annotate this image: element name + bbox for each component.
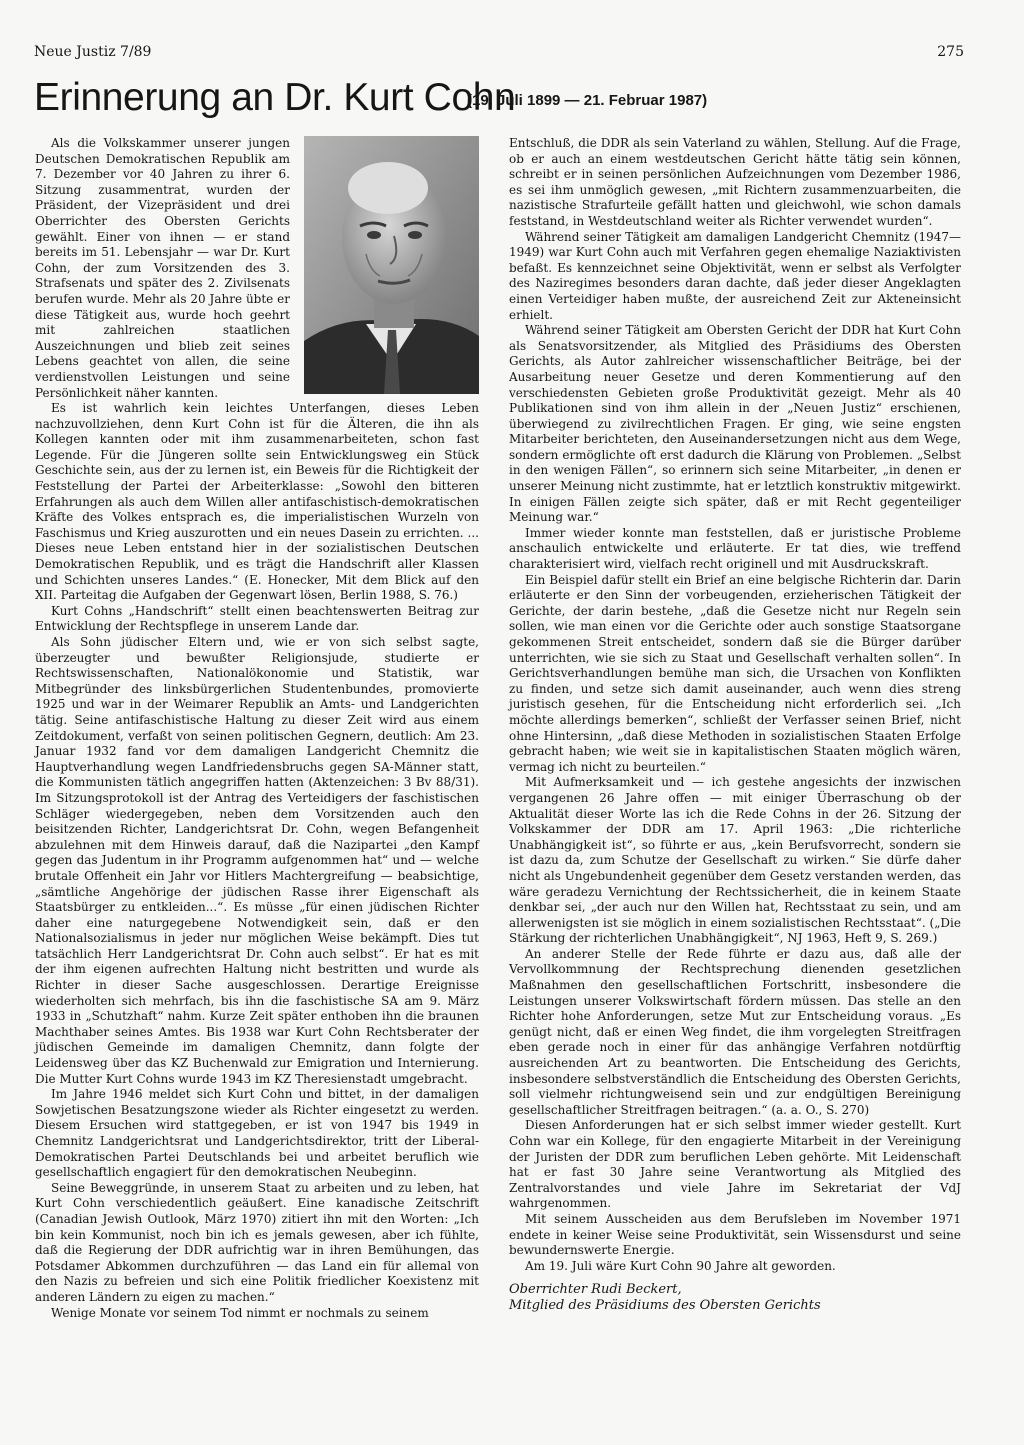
article-heading bbox=[34, 76, 994, 120]
paragraph: Während seiner Tätigkeit am Obersten Gericht der DDR hat Kurt Cohn als Senatsvorsitzender, als Mitglied des Präsidiums des Obersten Gerichts, als Autor zahlreicher wissenschaftlicher Beiträge, bei der Ausarbeitung neuer Gesetze und deren Kommentierung auf den verschiedensten Gebieten große Produktivität gezeigt. Mehr als 40 Publikationen sind von ihm allein in der „Neuen Justiz“ erschienen, überwiegend zu zivilrechtlichen Fragen. Er ging, wie seine engsten Mitarbeiter berichteten, den Auseinandersetzungen nicht aus dem Wege, sondern ermöglichte oft erst dadurch die Klärung von Problemen. „Selbst in den wenigen Fällen“, so erinnern sich seine Mitarbeiter, „in denen er unserer Meinung nicht zustimmte, hat er letztlich konstruktiv mitgewirkt. In einigen Fällen zeigte sich später, daß er mit Recht gegenteiliger Meinung war.“ bbox=[509, 323, 961, 525]
paragraph: Seine Beweggründe, in unserem Staat zu arbeiten und zu leben, hat Kurt Cohn verschiedentlich geäußert. Eine kanadische Zeitschrift (Canadian Jewish Outlook, März 1970) zitiert ihn mit den Worten: „Ich bin kein Kommunist, noch bin ich es jemals gewesen, aber ich fühlte, daß die Regierung der DDR aufrichtig war in ihren Bemühungen, das Potsdamer Abkommen durchzuführen — das Land ein für allemal von den Nazis zu befreien und sich eine Politik friedlicher Koexistenz mit anderen Ländern zu eigen zu machen.“ bbox=[35, 1180, 479, 1304]
paragraph: Wenige Monate vor seinem Tod nimmt er nochmals zu seinem bbox=[51, 1305, 429, 1320]
running-head bbox=[34, 44, 964, 60]
author-signature bbox=[509, 1282, 961, 1314]
paragraph: Als die Volkskammer unserer jungen Deutschen Demokratischen Republik am 7. Dezember vor 40 Jahren zu ihrer 6. Sitzung zusammentrat, wurden der Präsident, der Vizepräsident und drei Oberrichter des Obersten Gerichts gewählt. Einer von ihnen — er stand bereits im 51. Lebensjahr — war Dr. Kurt Cohn, der zum Vorsitzenden des 3. Strafsenats und später des 2. Zivilsenats berufen wurde. Mehr als 20 Jahre übte er diese Tätigkeit aus, wurde hoch geehrt mit zahlreichen staatlichen Auszeichnungen und blieb zeit seines Lebens geachtet von allen, die seine verdienstvollen Leistungen und seine Persönlichkeit näher kannten. bbox=[35, 136, 290, 400]
left-column bbox=[35, 136, 479, 1381]
paragraph: Ein Beispiel dafür stellt ein Brief an eine belgische Richterin dar. Darin erläuterte er den Sinn der vorbeugenden, erzieherischen Tätigkeit der Gerichte, der darin bestehe, „daß die Gesetze nicht nur Regeln sein sollen, wie man einen vor die Gerichte oder auch sonstige Staatsorgane gekommenen Streit entscheidet, sondern daß sie die Bürger darüber unterrichten, wie sie sich zu Staat und Gesellschaft verhalten sollen“. In Gerichtsverhandlungen bemühe man sich, die Ursachen von Konflikten zu finden, und setze sich damit auseinander, auch wenn dies streng juristisch gesehen, für die Entscheidung nicht erforderlich sei. „Ich möchte allerdings bemerken“, schließt der Verfasser seinen Brief, nicht ohne Hintersinn, „daß diese Methoden in sozialistischen Staaten Erfolge gebracht haben; wie weit sie in kapitalistischen Staaten möglich wären, vermag ich nicht zu beurteilen.“ bbox=[509, 572, 961, 774]
portrait-image bbox=[304, 136, 479, 394]
paragraph: Es ist wahrlich kein leichtes Unterfangen, dieses Leben nachzuvollziehen, denn Kurt Cohn ist für die Älteren, die ihn als Kollegen kannten oder mit ihm zusammenarbeiteten, schon fast Legende. Für die Jüngeren sollte sein Entwicklungsweg ein Stück Geschichte sein, aus der zu lernen ist, ein Beweis für die Richtigkeit der Feststellung der Partei der Arbeiterklasse: „Sowohl den bitteren Erfahrungen als auch dem Willen aller antifaschistisch-demokratischen Kräfte des Volkes entsprach es, die imperialistischen Wurzeln von Faschismus und Krieg auszurotten und ein neues Dasein zu errichten. ... Dieses neue Leben entstand hier in der sozialistischen Deutschen Demokratischen Republik, und es trägt die Handschrift aller Klassen und Schichten unseres Landes.“ (E. Honecker, Mit dem Blick auf den XII. Parteitag die Aufgaben der Gegenwart lösen, Berlin 1988, S. 76.) bbox=[35, 401, 479, 603]
portrait-photo bbox=[304, 136, 479, 394]
author-name: Oberrichter Rudi Beckert, bbox=[509, 1282, 682, 1298]
life-dates: (19. Juli 1899 — 21. Februar 1987) bbox=[467, 92, 708, 109]
paragraph: Mit seinem Ausscheiden aus dem Berufsleben im November 1971 endete in keiner Weise seine Produktivität, sein Wissensdurst und seine bewundernswerte Energie. bbox=[509, 1211, 961, 1258]
paragraph: An anderer Stelle der Rede führte er dazu aus, daß alle der Vervollkommnung der Rechtsprechung dienenden gesetzlichen Maßnahmen den gesellschaftlichen Fortschritt, insbesondere die Leistungen unserer Volkswirtschaft fördern müssen. Das stelle an den Richter hohe Anforderungen, setze Mut zur Entscheidung voraus. „Es genügt nicht, daß er einen Weg findet, die ihm vorgelegten Streitfragen eben gerade noch in einer für das anhängige Verfahren notdürftig ausreichenden Art zu beantworten. Die Entscheidung des Gerichts, insbesondere selbstverständlich die Entscheidung des Obersten Gerichts, soll vielmehr richtungweisend sein und zur endgültigen Bereinigung gesellschaftlicher Streitfragen beitragen.“ (a. a. O., S. 270) bbox=[509, 946, 961, 1117]
paragraph: Als Sohn jüdischer Eltern und, wie er von sich selbst sagte, überzeugter und bewußter Religionsjude, studierte er Rechtswissenschaften, Nationalökonomie und Statistik, war Mitbegründer des linksbürgerlichen Studentenbundes, promovierte 1925 und war in der Weimarer Republik an Amts- und Landgerichten tätig. Seine antifaschistische Haltung zu dieser Zeit wird aus einem Zeitdokument, verfaßt von seinen politischen Gegnern, deutlich: Am 23. Januar 1932 fand vor dem damaligen Landgericht Chemnitz die Hauptverhandlung wegen Landfriedensbruchs gegen SA-Männer statt, die Kommunisten tätlich angegriffen hatten (Aktenzeichen: 3 Bv 88/31). Im Sitzungsprotokoll ist der Antrag des Verteidigers der faschistischen Schläger wiedergegeben, neben dem Vorsitzenden auch den beisitzenden Richter, Landgerichtsrat Dr. Cohn, wegen Befangenheit abzulehnen mit dem Hinweis darauf, daß die Nazipartei „den Kampf gegen das Judentum in ihr Programm aufgenommen hat“ und — welche brutale Offenheit ein Jahr vor Hitlers Machtergreifung — beabsichtige, „sämtliche Angehörige der jüdischen Rasse ihrer Eigenschaft als Staatsbürger zu entkleiden...“. Es müsse „für einen jüdischen Richter daher eine naturgegebene Notwendigkeit sein, daß er den Nationalsozialismus in jeder nur möglichen Weise bekämpft. Dies tut tatsächlich Herr Landgerichtsrat Dr. Cohn auch selbst“. Er hat es mit der ihm eigenen aufrechten Haltung nicht bestritten und wurde als Richter in dieser Sache ausgeschlossen. Derartige Ereignisse wiederholten sich mehrfach, bis ihn die faschistische SA am 9. März 1933 in „Schutzhaft“ nahm. Kurze Zeit später enthoben ihn die braunen Machthaber seines Amtes. Bis 1938 war Kurt Cohn Rechtsberater der jüdischen Gemeinde im damaligen Chemnitz, dann folgte der Leidensweg über das KZ Buchenwald zur Emigration und Internierung. Die Mutter Kurt Cohns wurde 1943 im KZ Theresienstadt umgebracht. bbox=[35, 635, 479, 1086]
paragraph: Entschluß, die DDR als sein Vaterland zu wählen, Stellung. Auf die Frage, ob er auch an einem westdeutschen Gericht hätte tätig sein können, schreibt er in seinen persönlichen Aufzeichnungen vom Dezember 1986, es sei ihm unmöglich gewesen, „mit Richtern zusammenzuarbeiten, die nazistische Strafurteile gefällt hatten und gleichwohl, wie schon damals feststand, in Westdeutschland weiter als Richter verwendet wurden“. bbox=[509, 136, 961, 228]
author-role: Mitglied des Präsidiums des Obersten Gerichts bbox=[509, 1298, 821, 1314]
paragraph: Diesen Anforderungen hat er sich selbst immer wieder gestellt. Kurt Cohn war ein Kollege, für den engagierte Mitarbeit in der Vereinigung der Juristen der DDR zum beruflichen Leben gehörte. Mit Leidenschaft hat er fast 30 Jahre seine Verantwortung als Mitglied des Zentralvorstandes und viele Jahre im Sekretariat der VdJ wahrgenommen. bbox=[509, 1118, 961, 1211]
paragraph: Kurt Cohns „Handschrift“ stellt einen beachtenswerten Beitrag zur Entwicklung der Rechtspflege in unserem Lande dar. bbox=[35, 603, 479, 634]
page-number: 275 bbox=[937, 44, 964, 60]
right-column bbox=[509, 136, 961, 1381]
paragraph: Immer wieder konnte man feststellen, daß er juristische Probleme anschaulich entwickelte und erläuterte. Er tat dies, wie treffend charakterisiert wird, vielfach recht originell und mit Ausdruckskraft. bbox=[509, 525, 961, 572]
article-title: Erinnerung an Dr. Kurt Cohn bbox=[34, 76, 516, 119]
paragraph: Im Jahre 1946 meldet sich Kurt Cohn und bittet, in der damaligen Sowjetischen Besatzungszone wieder als Richter eingesetzt zu werden. Diesem Ersuchen wird stattgegeben, er ist von 1947 bis 1949 in Chemnitz Landgerichtsrat und Landgerichtsdirektor, tritt der Liberal-Demokratischen Partei Deutschlands bei und arbeitet beruflich wie gesellschaftlich engagiert für den demokratischen Neubeginn. bbox=[35, 1087, 479, 1180]
paragraph: Am 19. Juli wäre Kurt Cohn 90 Jahre alt geworden. bbox=[525, 1258, 836, 1273]
journal-issue: Neue Justiz 7/89 bbox=[34, 44, 152, 60]
paragraph: Mit Aufmerksamkeit und — ich gestehe angesichts der inzwischen vergangenen 26 Jahre offen — mit einiger Überraschung ob der Aktualität dieser Worte las ich die Rede Cohns in der 26. Sitzung der Volkskammer der DDR am 17. April 1963: „Die richterliche Unabhängigkeit ist“, so führte er aus, „kein Berufsvorrecht, sondern sie ist dazu da, zum Schutze der Gesellschaft zu wirken.“ Sie dürfe daher nicht als Ungebundenheit gegenüber dem Gesetz verstanden werden, das wäre geradezu Vernichtung der Rechtssicherheit, die in keinem Staate denkbar sei, „der auch nur den Willen hat, Rechtsstaat zu sein, und am allerwenigsten ist sie möglich in einem sozialistischen Rechtsstaat“. („Die Stärkung der richterlichen Unabhängigkeit“, NJ 1963, Heft 9, S. 269.) bbox=[509, 775, 961, 946]
paragraph: Während seiner Tätigkeit am damaligen Landgericht Chemnitz (1947—1949) war Kurt Cohn auch mit Verfahren gegen ehemalige Naziaktivisten befaßt. Es kennzeichnet seine Objektivität, wenn er selbst als Verfolgter des Naziregimes besonders daran dachte, daß jeder dieser Angeklagten einen Verteidiger haben mußte, der ausreichend Zeit zur Akteneinsicht erhielt. bbox=[509, 229, 961, 322]
